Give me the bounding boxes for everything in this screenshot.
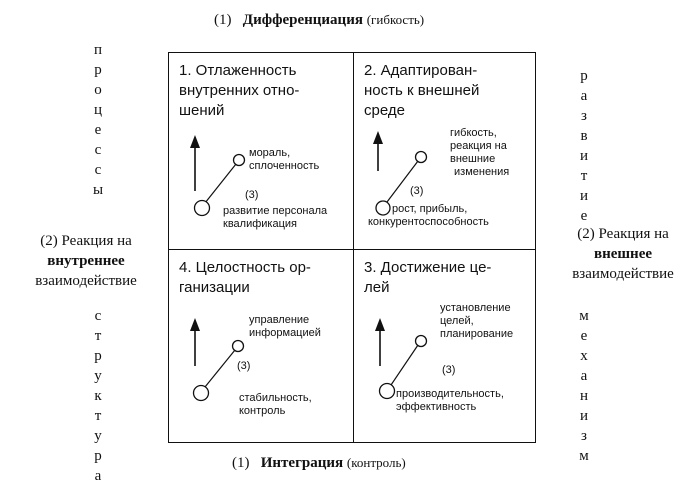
vertical-letter: и: [579, 408, 589, 424]
vertical-letter: ц: [93, 102, 103, 118]
high-circle-icon: [234, 155, 245, 166]
vertical-letter: в: [580, 128, 588, 144]
vertical-letter: е: [580, 328, 588, 344]
vertical-letter: к: [94, 388, 102, 404]
quadrant-3-title: 3. Достижение це- лей: [364, 259, 492, 296]
vertical-letter: у: [94, 428, 102, 444]
vertical-letter: м: [579, 448, 589, 464]
vertical-letter: м: [579, 308, 589, 324]
vertical-letter: а: [580, 88, 588, 104]
vertical-letter: р: [94, 62, 102, 78]
top-axis-number: (1): [214, 12, 232, 28]
quadrant-organization-integrity: [168, 249, 354, 443]
vertical-word-mechanism: [576, 306, 592, 466]
vertical-letter: з: [581, 428, 587, 444]
quadrant-4-bottom-note: стабильность, контроль: [239, 392, 312, 417]
low-circle-icon: [195, 201, 210, 216]
vertical-letter: с: [94, 142, 102, 158]
bottom-axis-title: Интеграция: [260, 455, 344, 471]
top-axis-title: Дифференциация: [242, 12, 363, 28]
left-reaction-label: [6, 231, 166, 291]
right-label-bold: внешнее: [593, 246, 653, 262]
connector-line: [391, 345, 418, 385]
up-arrow-head-icon: [375, 318, 385, 331]
vertical-letter: а: [94, 468, 102, 484]
quadrant-1-marker: (3): [245, 189, 259, 201]
quadrant-3-top-note: установление целей, планирование: [440, 302, 514, 340]
connector-line: [205, 350, 235, 387]
left-label-line3: взаимодействие: [35, 273, 137, 289]
quadrant-2-title: 2. Адаптирован- ность к внешней среде: [364, 62, 480, 119]
vertical-letter: у: [94, 368, 102, 384]
quadrant-3-bottom-note: производительность, эффективность: [396, 388, 504, 413]
vertical-letter: и: [579, 148, 589, 164]
vertical-letter: а: [580, 368, 588, 384]
up-arrow-head-icon: [190, 135, 200, 148]
bottom-axis-subtitle: (контроль): [346, 455, 406, 470]
quadrant-3-graphic: [354, 250, 537, 444]
vertical-word-structure: [90, 306, 106, 486]
right-label-line1: (2) Реакция на: [577, 226, 669, 242]
up-arrow-head-icon: [373, 131, 383, 144]
bottom-axis-label: [232, 455, 406, 472]
low-circle-icon: [194, 386, 209, 401]
top-axis-label: [214, 12, 424, 29]
left-label-bold: внутреннее: [47, 253, 125, 269]
vertical-word-processes: [90, 40, 106, 200]
vertical-letter: п: [93, 42, 103, 58]
up-arrow-head-icon: [190, 318, 200, 331]
quadrant-goal-achievement: [353, 249, 536, 443]
left-label-line1: (2) Реакция на: [40, 233, 132, 249]
quadrant-1-title: 1. Отлаженность внутренних отно- шений: [179, 62, 300, 119]
quadrant-4-title: 4. Целостность ор- ганизации: [179, 259, 311, 296]
right-label-line3: взаимодействие: [572, 266, 674, 282]
vertical-letter: р: [94, 448, 102, 464]
quadrant-1-bottom-note: развитие персонала квалификация: [223, 205, 328, 230]
quadrant-3-marker: (3): [442, 364, 456, 376]
quadrant-4-marker: (3): [237, 360, 251, 372]
quadrant-2-bottom-note: рост, прибыль, конкурентоспособность: [368, 203, 489, 228]
vertical-letter: т: [580, 168, 588, 184]
vertical-letter: е: [94, 122, 102, 138]
quadrant-2-marker: (3): [410, 185, 424, 197]
high-circle-icon: [416, 336, 427, 347]
quadrant-2-top-note: гибкость, реакция на внешние изменения: [450, 127, 510, 178]
high-circle-icon: [416, 152, 427, 163]
bottom-axis-number: (1): [232, 455, 250, 471]
quadrant-internal-relations: [168, 52, 354, 250]
vertical-letter: с: [94, 162, 102, 178]
vertical-word-development: [576, 66, 592, 226]
vertical-letter: х: [580, 348, 588, 364]
high-circle-icon: [233, 341, 244, 352]
vertical-letter: н: [579, 388, 589, 404]
quadrant-external-adaptation: [353, 52, 536, 250]
quadrant-1-top-note: мораль, сплоченность: [249, 147, 320, 172]
vertical-letter: з: [581, 108, 587, 124]
vertical-letter: е: [580, 208, 588, 224]
top-axis-subtitle: (гибкость): [366, 12, 425, 27]
vertical-letter: с: [94, 308, 102, 324]
vertical-letter: о: [94, 82, 102, 98]
right-reaction-label: [548, 224, 698, 284]
low-circle-icon: [380, 384, 395, 399]
connector-line: [205, 164, 236, 203]
quadrant-4-top-note: управление информацией: [249, 314, 321, 339]
vertical-letter: и: [579, 188, 589, 204]
vertical-letter: т: [94, 408, 102, 424]
vertical-letter: р: [580, 68, 588, 84]
vertical-letter: т: [94, 328, 102, 344]
vertical-letter: р: [94, 348, 102, 364]
vertical-letter: ы: [92, 182, 104, 198]
